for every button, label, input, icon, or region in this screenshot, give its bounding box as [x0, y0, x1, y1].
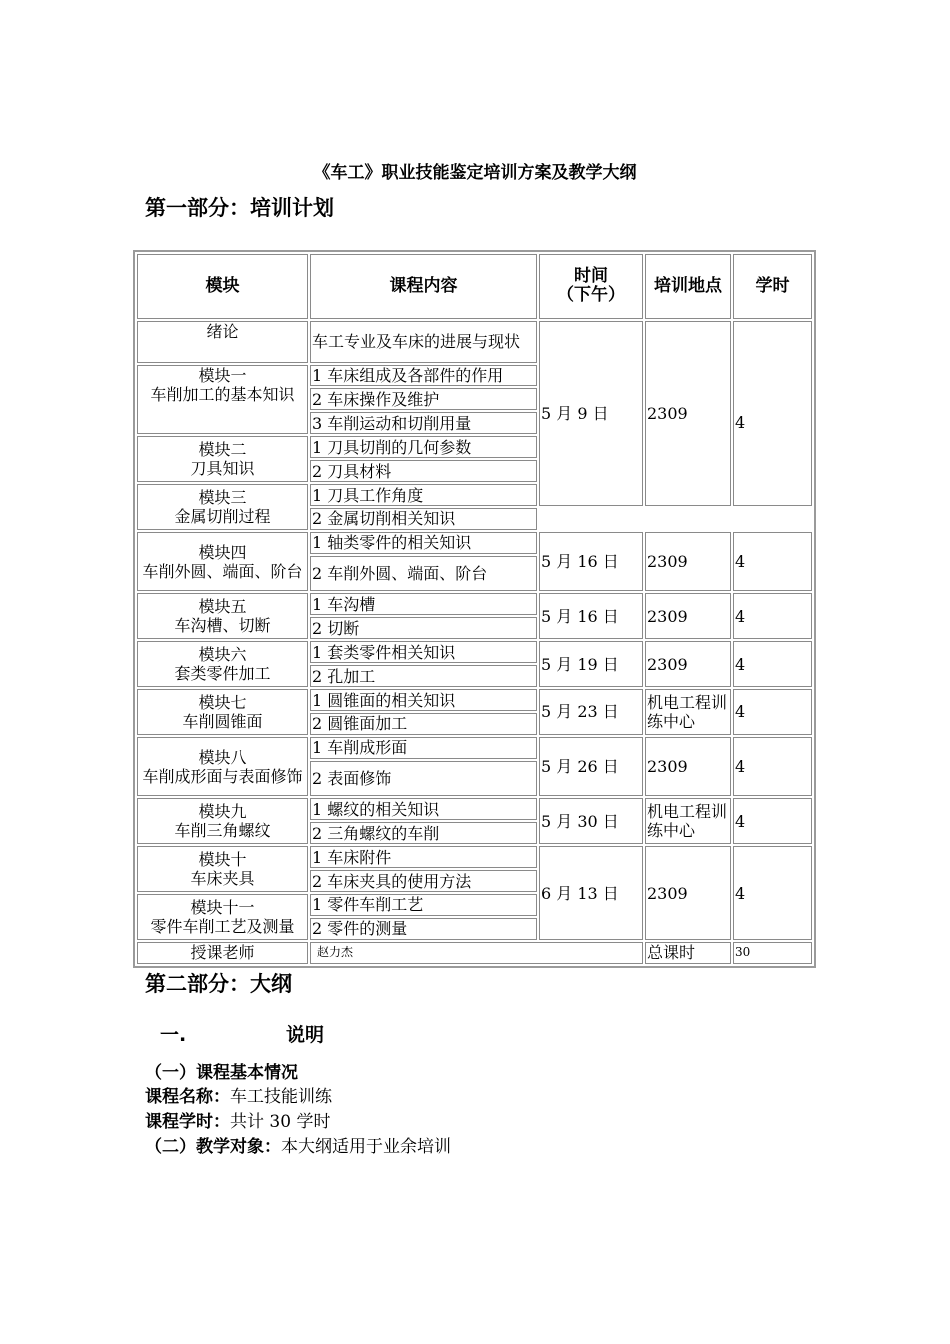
part1-heading: 第一部分：培训计划: [145, 196, 334, 220]
hours-cell: 4: [733, 321, 812, 506]
module-title: 车削加工的基本知识: [150, 384, 295, 404]
teacher-label: 授课老师: [137, 942, 308, 964]
table-row: [137, 532, 818, 554]
header-module: 模块: [137, 254, 308, 319]
content-cell: 1 刀具工作角度: [310, 484, 537, 506]
module-number: 模块五: [198, 597, 247, 617]
time-cell: 5 月 23 日: [539, 689, 643, 735]
module-number: 模块九: [198, 802, 247, 822]
module-cell: 绪论: [137, 321, 308, 363]
module-title: 车削成形面与表面修饰: [142, 766, 303, 786]
place-cell: 2309: [645, 846, 731, 940]
time-cell: 5 月 16 日: [539, 532, 643, 591]
target-value: 本大纲适用于业余培训: [281, 1137, 451, 1157]
module-cell: [137, 689, 308, 735]
place-cell: 2309: [645, 737, 731, 796]
time-cell: 5 月 26 日: [539, 737, 643, 796]
course-hours-value: 共计 30 学时: [230, 1112, 331, 1132]
module-number: 模块七: [198, 692, 247, 712]
content-cell: 2 金属切削相关知识: [310, 508, 537, 530]
module-number: 模块一: [198, 365, 247, 385]
time-cell: 5 月 16 日: [539, 593, 643, 639]
content-cell: 2 刀具材料: [310, 460, 537, 482]
place-cell: 2309: [645, 641, 731, 687]
module-title: 车削外圆、端面、阶台: [142, 561, 303, 581]
document-title: 《车工》职业技能鉴定培训方案及教学大纲: [313, 163, 637, 183]
module-number: 模块四: [198, 542, 247, 562]
hours-cell: 4: [733, 737, 812, 796]
total-hours-value: 30: [733, 942, 812, 964]
teacher-name: 赵力杰: [310, 942, 643, 964]
module-number: 模块三: [198, 488, 247, 508]
time-cell: 6 月 13 日: [539, 846, 643, 940]
course-hours-line: [145, 1107, 330, 1132]
place-cell: 2309: [645, 532, 731, 591]
module-cell: [137, 593, 308, 639]
time-cell: 5 月 30 日: [539, 798, 643, 844]
module-cell: [137, 737, 308, 796]
section1-number: 一.: [160, 1024, 187, 1046]
course-hours-label: 课程学时：: [145, 1112, 230, 1132]
time-cell: 5 月 19 日: [539, 641, 643, 687]
table-row: [137, 641, 818, 663]
module-number: 模块十一: [190, 897, 255, 917]
table-header-row: [137, 254, 818, 319]
content-cell: 2 车削外圆、端面、阶台: [310, 556, 537, 592]
module-title: 刀具知识: [190, 459, 255, 479]
course-name-value: 车工技能训练: [230, 1087, 332, 1107]
content-cell: 1 车床附件: [310, 846, 537, 868]
time-cell: 5 月 9 日: [539, 321, 643, 506]
hours-cell: 4: [733, 689, 812, 735]
table-row: [137, 593, 818, 615]
header-content: 课程内容: [310, 254, 537, 319]
table-row: [137, 321, 818, 363]
section1-title: 说明: [286, 1024, 325, 1046]
content-cell: 1 圆锥面的相关知识: [310, 689, 537, 711]
content-cell: 2 圆锥面加工: [310, 713, 537, 735]
training-plan-table: [135, 252, 820, 966]
place-cell: 机电工程训练中心: [645, 689, 731, 735]
module-cell: [137, 846, 308, 892]
module-number: 模块八: [198, 747, 247, 767]
content-cell: 1 车沟槽: [310, 593, 537, 615]
content-cell: 2 切断: [310, 617, 537, 639]
course-name-label: 课程名称：: [145, 1087, 230, 1107]
module-cell: [137, 641, 308, 687]
hours-cell: 4: [733, 798, 812, 844]
content-cell: 2 车床夹具的使用方法: [310, 870, 537, 892]
total-hours-label: 总课时: [645, 942, 731, 964]
content-cell: 3 车削运动和切削用量: [310, 412, 537, 434]
module-cell: [137, 365, 308, 435]
table-row: [137, 798, 818, 820]
content-cell: 1 螺纹的相关知识: [310, 798, 537, 820]
target-line: [145, 1132, 451, 1157]
content-cell: 1 套类零件相关知识: [310, 641, 537, 663]
module-number: 模块六: [198, 645, 247, 665]
table-footer-row: [137, 942, 818, 964]
content-cell: 1 车床组成及各部件的作用: [310, 365, 537, 387]
section1-heading: [160, 1020, 324, 1047]
content-cell: 2 表面修饰: [310, 761, 537, 797]
subsection-heading: [145, 1058, 298, 1083]
content-cell: 2 孔加工: [310, 665, 537, 687]
subsection-title: （一）课程基本情况: [145, 1063, 298, 1083]
module-cell: [137, 436, 308, 482]
content-cell: 2 三角螺纹的车削: [310, 822, 537, 844]
module-number: 模块二: [198, 440, 247, 460]
hours-cell: 4: [733, 846, 812, 940]
module-title: 车沟槽、切断: [174, 616, 271, 636]
place-cell: 机电工程训练中心: [645, 798, 731, 844]
table-row: [137, 846, 818, 868]
module-title: 零件车削工艺及测量: [150, 916, 295, 936]
module-title: 车床夹具: [190, 869, 255, 889]
hours-cell: 4: [733, 532, 812, 591]
content-cell: 1 零件车削工艺: [310, 894, 537, 916]
training-plan-table-frame: [133, 250, 816, 968]
hours-cell: 4: [733, 641, 812, 687]
content-cell: 1 刀具切削的几何参数: [310, 436, 537, 458]
header-time-line1: 时间: [574, 266, 608, 287]
part2-heading: 第二部分：大纲: [145, 972, 292, 996]
target-label: （二）教学对象：: [145, 1137, 281, 1157]
module-cell: [137, 484, 308, 530]
module-cell: [137, 798, 308, 844]
module-title: 金属切削过程: [174, 507, 271, 527]
module-title: 车削三角螺纹: [174, 821, 271, 841]
course-name-line: [145, 1082, 332, 1107]
hours-cell: 4: [733, 593, 812, 639]
table-row: [137, 737, 818, 759]
module-title: 套类零件加工: [174, 664, 271, 684]
header-place: 培训地点: [645, 254, 731, 319]
content-cell: 2 零件的测量: [310, 918, 537, 940]
header-hours: 学时: [733, 254, 812, 319]
place-cell: 2309: [645, 593, 731, 639]
module-number: 模块十: [198, 850, 247, 870]
content-cell: 1 轴类零件的相关知识: [310, 532, 537, 554]
module-cell: [137, 894, 308, 940]
header-time-line2: （下午）: [557, 285, 625, 306]
module-title: 车削圆锥面: [182, 711, 263, 731]
content-cell: 1 车削成形面: [310, 737, 537, 759]
table-row: [137, 689, 818, 711]
header-time: [539, 254, 643, 319]
content-cell: 车工专业及车床的进展与现状: [310, 321, 537, 363]
content-cell: 2 车床操作及维护: [310, 388, 537, 410]
module-cell: [137, 532, 308, 591]
place-cell: 2309: [645, 321, 731, 506]
